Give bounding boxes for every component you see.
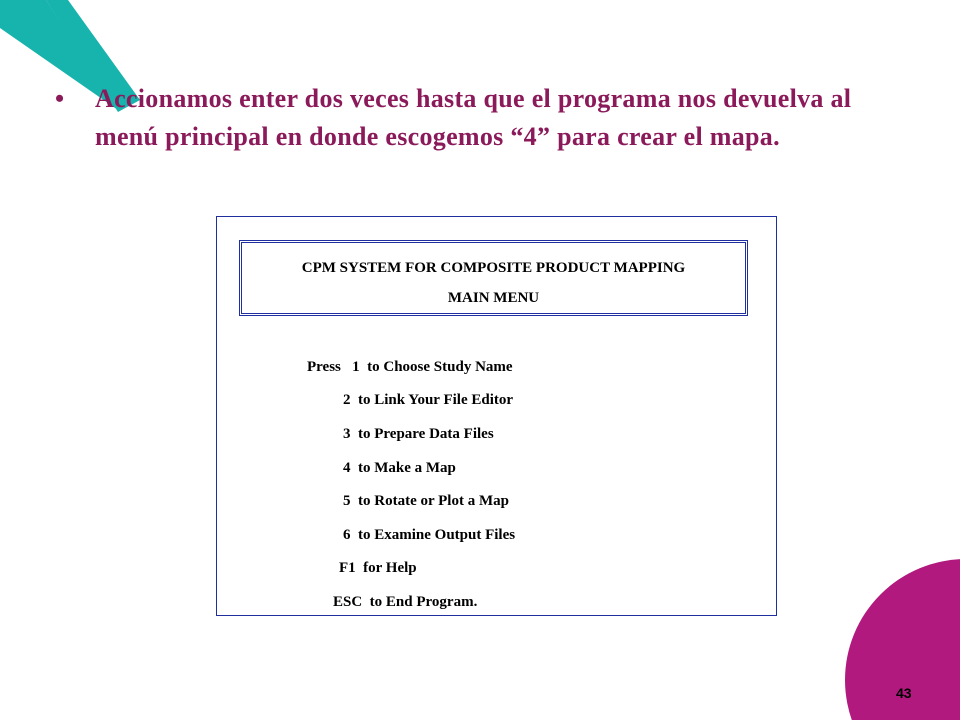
page-number: 43 (896, 685, 912, 701)
menu-item-help[interactable]: F1 for Help (339, 560, 417, 576)
menu-item-5[interactable]: 5 to Rotate or Plot a Map (343, 493, 509, 509)
menu-item-2[interactable]: 2 to Link Your File Editor (343, 392, 514, 408)
menu-title-box (239, 240, 748, 316)
menu-item-exit[interactable]: ESC to End Program. (333, 594, 478, 610)
bullet-paragraph (55, 80, 915, 156)
menu-item-4[interactable]: 4 to Make a Map (343, 460, 456, 476)
bullet-icon: • (55, 84, 65, 113)
menu-subtitle: MAIN MENU (447, 290, 540, 306)
menu-item-1[interactable]: Press 1 to Choose Study Name (307, 359, 513, 375)
main-menu-panel (216, 216, 777, 616)
bullet-text: Accionamos enter dos veces hasta que el programa nos devuelva al menú principal en donde escogemos “4” para crear el mapa. (95, 84, 852, 151)
menu-title: CPM SYSTEM FOR COMPOSITE PRODUCT MAPPING (301, 260, 686, 276)
menu-item-3[interactable]: 3 to Prepare Data Files (343, 426, 494, 442)
menu-item-6[interactable]: 6 to Examine Output Files (343, 527, 516, 543)
